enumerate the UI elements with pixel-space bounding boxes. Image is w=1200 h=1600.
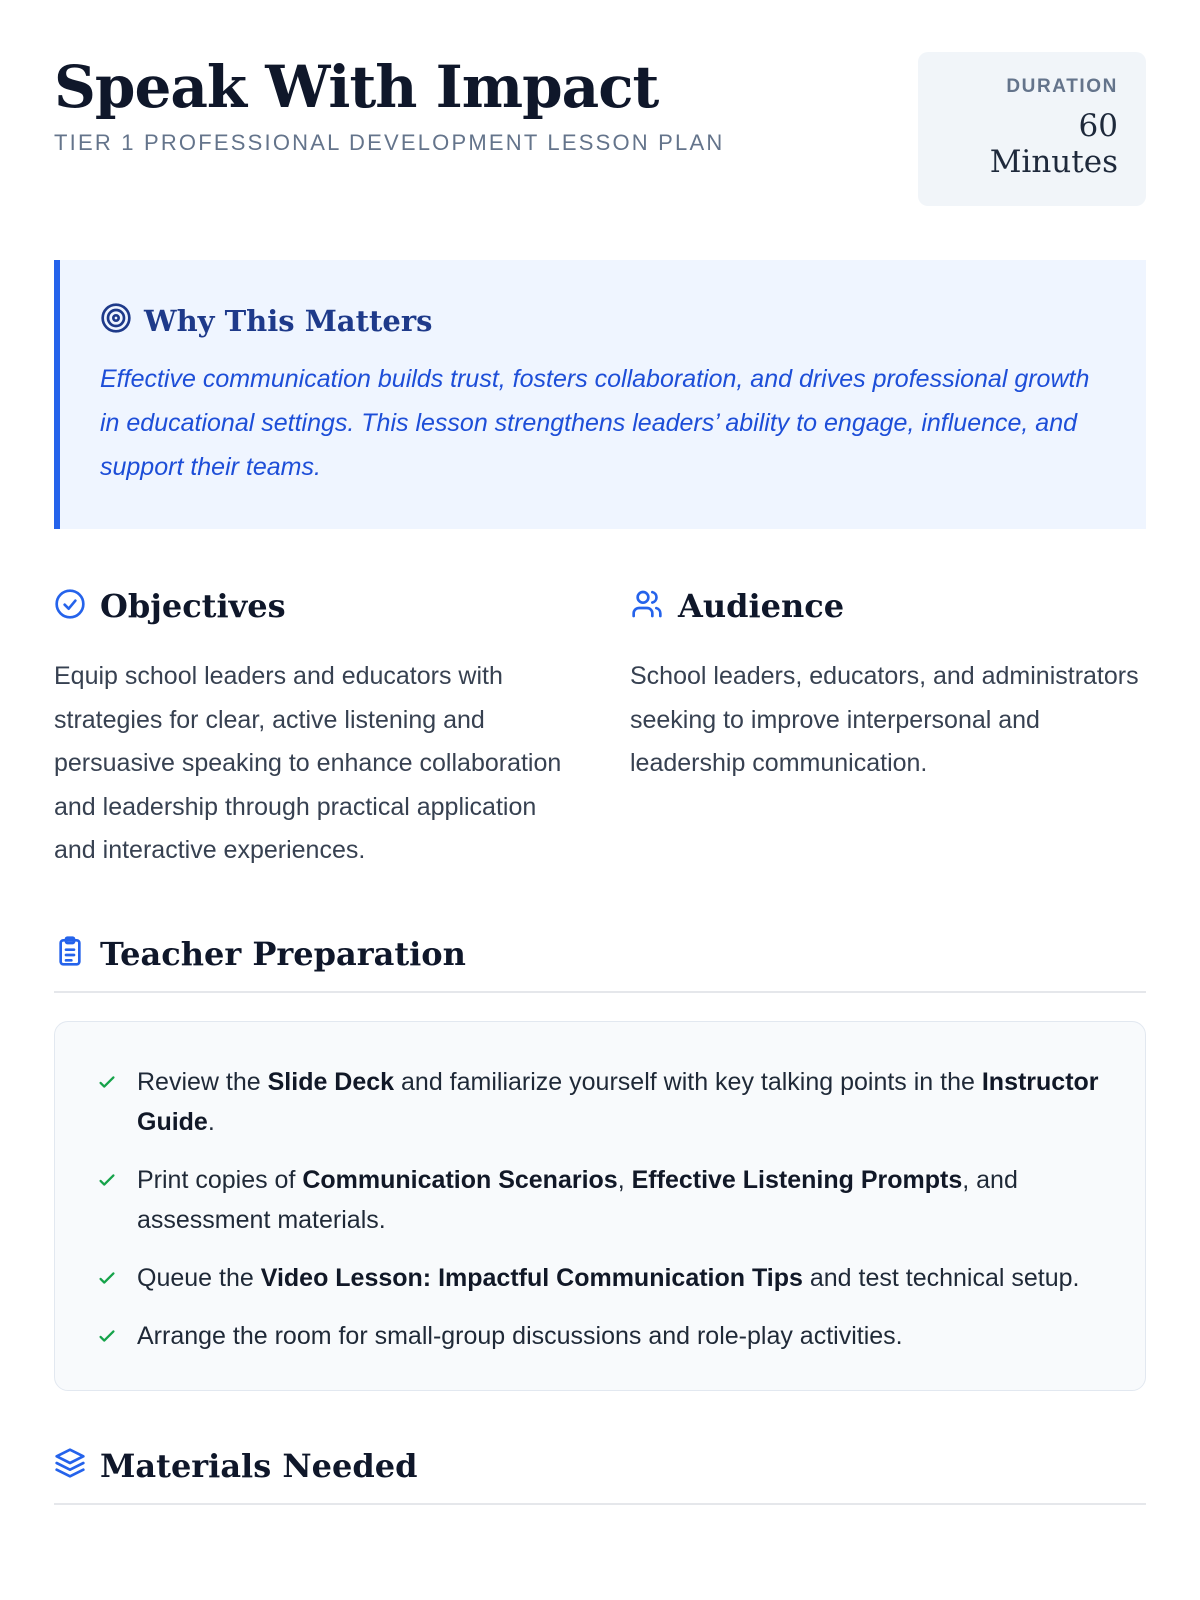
objectives-section bbox=[54, 587, 570, 873]
users-icon bbox=[630, 588, 664, 625]
teacher-preparation-title: Teacher Preparation bbox=[100, 934, 466, 973]
check-icon bbox=[95, 1071, 119, 1093]
materials-needed-header bbox=[54, 1447, 1146, 1505]
list-item bbox=[95, 1160, 1105, 1240]
audience-title: Audience bbox=[678, 587, 845, 625]
clipboard-icon bbox=[54, 935, 86, 972]
callout-body: Effective communication builds trust, fosters collaboration, and drives professional growth in educational settings. This lesson strengthens leaders’ ability to engage, influence, and support their teams. bbox=[100, 365, 1090, 481]
check-icon bbox=[95, 1325, 119, 1347]
check-icon bbox=[95, 1267, 119, 1289]
teacher-preparation-header bbox=[54, 935, 1146, 993]
objectives-title: Objectives bbox=[100, 587, 286, 625]
layers-icon bbox=[54, 1447, 86, 1484]
duration-label: DURATION bbox=[1006, 76, 1118, 97]
check-icon bbox=[95, 1169, 119, 1191]
audience-text: School leaders, educators, and administrators seeking to improve interpersonal and leadership communication. bbox=[630, 662, 1139, 777]
objectives-header bbox=[54, 587, 570, 625]
list-item bbox=[95, 1062, 1105, 1142]
callout-title: Why This Matters bbox=[144, 303, 433, 338]
page-subtitle: TIER 1 PROFESSIONAL DEVELOPMENT LESSON PLAN bbox=[54, 129, 725, 155]
duration-card bbox=[918, 52, 1146, 206]
title-block bbox=[54, 52, 724, 156]
page-header bbox=[54, 52, 1146, 206]
materials-needed-title: Materials Needed bbox=[100, 1446, 418, 1485]
callout-header bbox=[100, 302, 1106, 339]
list-item-text: Review the Slide Deck and familiarize yourself with key talking points in the Instructor Guide. bbox=[137, 1067, 1099, 1136]
objectives-text: Equip school leaders and educators with strategies for clear, active listening and persuasive speaking to enhance collaboration and leadership through practical application and interactive experiences. bbox=[54, 662, 562, 864]
list-item-text: Print copies of Communication Scenarios, Effective Listening Prompts, and assessment materials. bbox=[137, 1165, 1018, 1234]
target-icon bbox=[100, 302, 132, 339]
list-item-text: Queue the Video Lesson: Impactful Communication Tips and test technical setup. bbox=[137, 1263, 1080, 1292]
duration-value: 60 Minutes bbox=[989, 108, 1118, 180]
audience-header bbox=[630, 587, 1146, 625]
why-this-matters-callout bbox=[54, 260, 1146, 529]
list-item bbox=[95, 1316, 1105, 1356]
check-circle-icon bbox=[54, 588, 86, 625]
list-item bbox=[95, 1258, 1105, 1298]
audience-section bbox=[630, 587, 1146, 873]
list-item-text: Arrange the room for small-group discussions and role-play activities. bbox=[137, 1321, 903, 1350]
preparation-checklist bbox=[54, 1021, 1146, 1391]
objectives-audience-row bbox=[54, 587, 1146, 873]
page-title: Speak With Impact bbox=[54, 53, 659, 121]
